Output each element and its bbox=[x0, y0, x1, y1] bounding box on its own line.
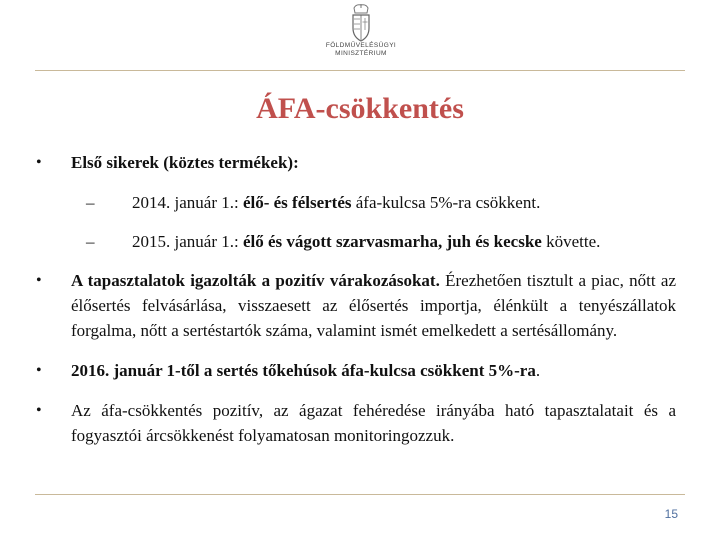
sub-bullet-marker: – bbox=[86, 232, 95, 251]
sub-bullet-text: követte. bbox=[541, 232, 601, 251]
ministry-logo bbox=[318, 4, 404, 58]
bullet-marker: • bbox=[36, 402, 42, 419]
sub-bullet-date: 2014. január 1.: bbox=[132, 193, 243, 212]
bullet-experience bbox=[36, 268, 676, 343]
sub-bullet-date: 2015. január 1.: bbox=[132, 232, 243, 251]
bullet-bold-text: 2016. január 1-től a sertés tőkehúsok áfa-kulcsa csökkent 5%-ra bbox=[71, 361, 536, 380]
logo-text-line2: MINISZTÉRIUM bbox=[335, 50, 387, 57]
bullet-text: Az áfa-csökkentés pozitív, az ágazat fehéredése irányába ható tapasztalatait és a fogyasztói árcsökkenést folyamatosan monitoringozzuk. bbox=[71, 401, 676, 445]
slide-content bbox=[36, 150, 676, 463]
bullet-text: Érezhetően tisztult a piac, nőtt az élősertés felvásárlása, visszaesett az élősertés importja, élénkült a tenyészállatok forgalma, nőtt a sertéstartók száma, valamint ismét emelkedett a sertésállomány. bbox=[71, 271, 676, 340]
bullet-bold-text: Első sikerek (köztes termékek): bbox=[71, 153, 299, 172]
bullet-monitoring bbox=[36, 398, 676, 448]
bullet-2016-vat bbox=[36, 358, 676, 383]
bullet-marker: • bbox=[36, 362, 42, 379]
bullet-marker: • bbox=[36, 272, 42, 289]
bullet-bold-text: A tapasztalatok igazolták a pozitív várakozásokat. bbox=[71, 271, 440, 290]
footer-divider bbox=[35, 494, 685, 495]
bullet-first-successes bbox=[36, 150, 676, 175]
bullet-marker: • bbox=[36, 154, 42, 171]
logo-text-line1: FÖLDMŰVELÉSÜGYI bbox=[325, 42, 397, 49]
slide-title: ÁFA-csökkentés bbox=[256, 92, 464, 125]
bullet-text: . bbox=[535, 361, 541, 380]
coat-of-arms-icon bbox=[348, 4, 374, 42]
sub-bullet-bold-text: élő és vágott szarvasmarha, juh és kecske bbox=[242, 232, 542, 251]
sub-bullet-text: áfa-kulcsa 5%-ra csökkent. bbox=[351, 193, 541, 212]
sub-bullet-2015 bbox=[76, 229, 676, 254]
page-number: 15 bbox=[664, 507, 678, 521]
sub-bullet-2014 bbox=[76, 190, 676, 215]
header-divider bbox=[35, 70, 685, 71]
sub-bullet-bold-text: élő- és félsertés bbox=[242, 193, 352, 212]
sub-bullet-marker: – bbox=[86, 193, 95, 212]
